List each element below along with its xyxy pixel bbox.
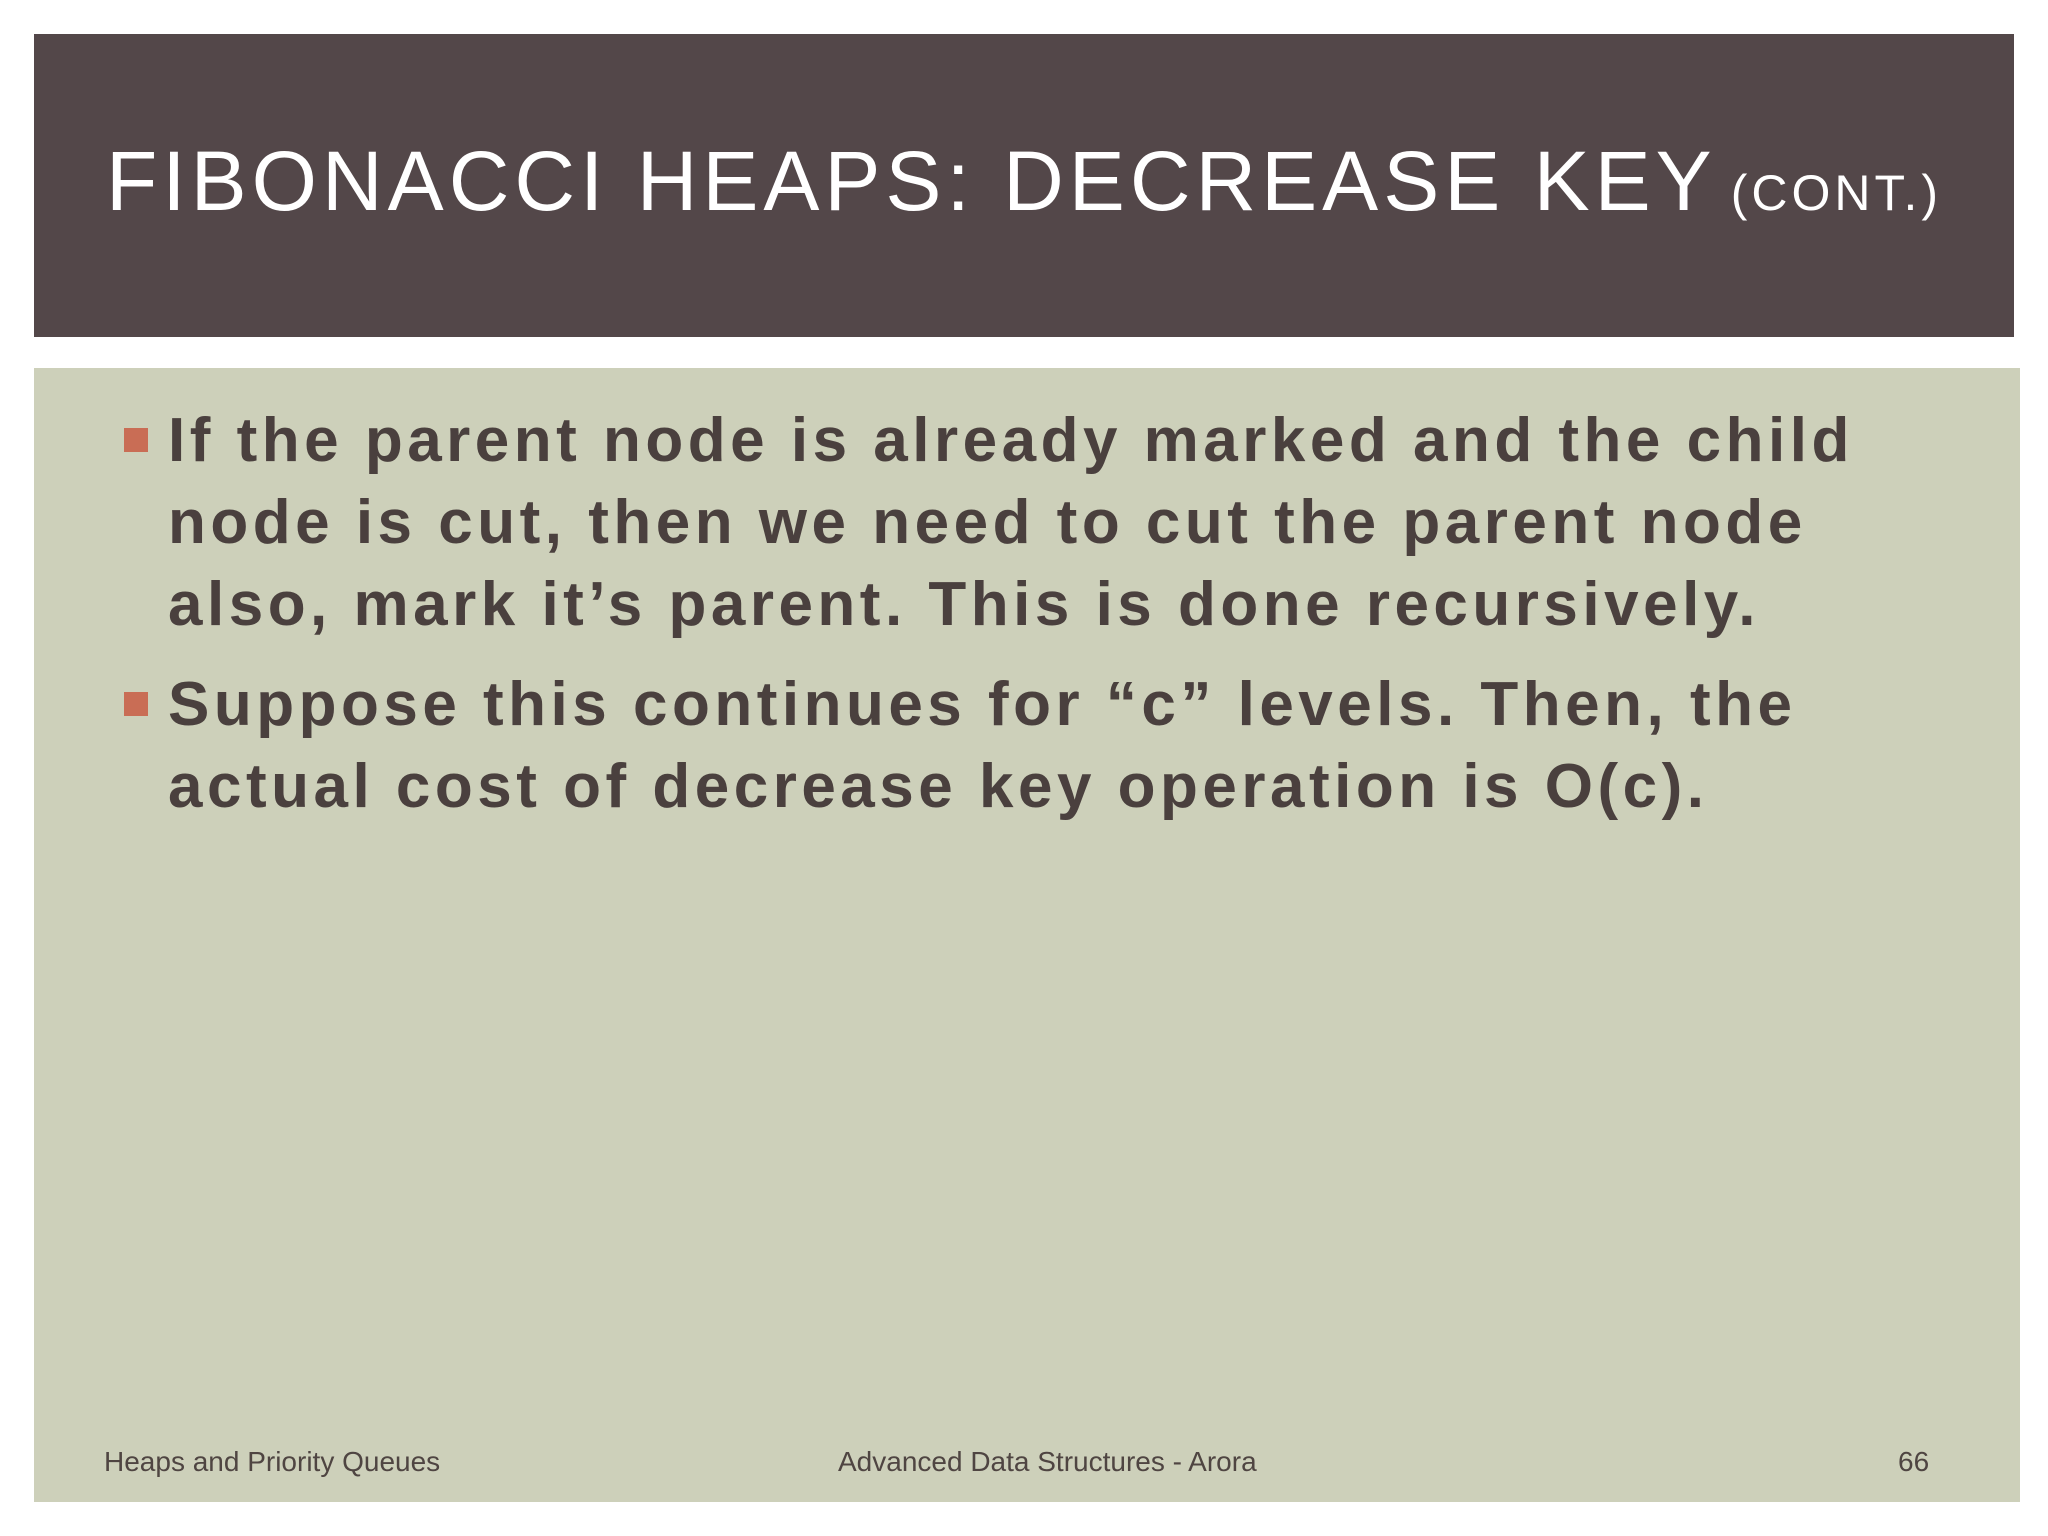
footer-course: Advanced Data Structures - Arora xyxy=(838,1446,1257,1477)
slide-title xyxy=(106,133,1942,230)
content-panel xyxy=(34,368,2020,1502)
page-number: 66 xyxy=(1898,1446,1930,1477)
square-bullet-icon xyxy=(124,428,148,452)
bullet-text: Suppose this continues for “c” levels. Then, the actual cost of decrease key operation is O(c). xyxy=(168,670,1797,821)
bullet-item xyxy=(168,400,1968,646)
footer-topic: Heaps and Priority Queues xyxy=(104,1446,441,1477)
slide-title-text: FIBONACCI HEAPS: DECREASE KEY xyxy=(105,134,1717,228)
title-bar xyxy=(34,34,2014,337)
bullet-item xyxy=(168,664,1968,828)
square-bullet-icon xyxy=(124,692,148,716)
bullet-text: If the parent node is already marked and the child node is cut, then we need to cut the parent node also, mark it’s parent. This is done recursively. xyxy=(168,406,1854,639)
slide-title-suffix: (CONT.) xyxy=(1730,165,1942,221)
